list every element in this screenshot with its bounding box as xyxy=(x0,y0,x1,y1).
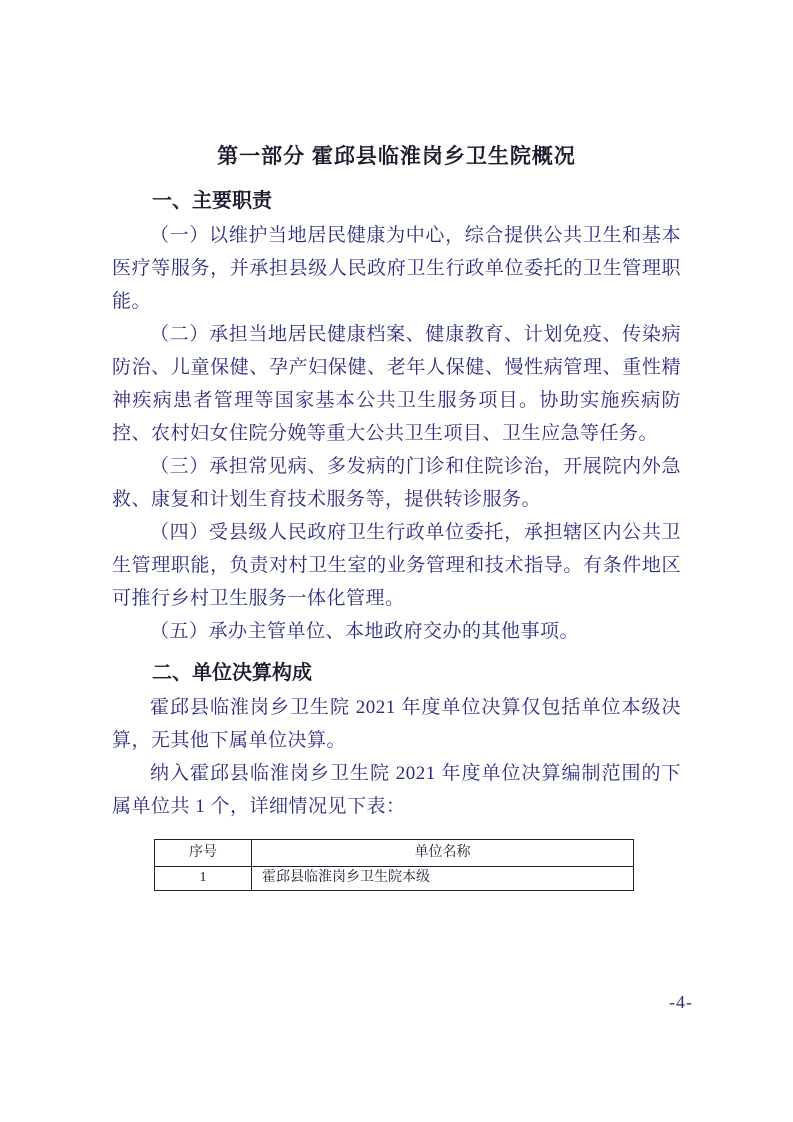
page-title: 第一部分 霍邱县临淮岗乡卫生院概况 xyxy=(217,145,576,168)
table-header-row xyxy=(155,840,634,867)
section-heading-main-duties: 一、主要职责 xyxy=(152,190,272,212)
duty-paragraph-2: （二）承担当地居民健康档案、健康教育、计划免疫、传染病防治、儿童保健、孕产妇保健、老年人保健、慢性病管理、重性精神疾病患者管理等国家基本公共卫生服务项目。协助实施疾病防控、农村妇女住院分娩等重大公共卫生项目、卫生应急等任务。 xyxy=(112,324,681,444)
duty-paragraph-3: （三）承担常见病、多发病的门诊和住院诊治，开展院内外急救、康复和计划生育技术服务等，提供转诊服务。 xyxy=(112,456,681,510)
subunit-table-head xyxy=(155,840,634,867)
duty-paragraph-1: （一）以维护当地居民健康为中心，综合提供公共卫生和基本医疗等服务，并承担县级人民政府卫生行政单位委托的卫生管理职能。 xyxy=(112,225,681,312)
table-row xyxy=(155,867,634,891)
col-header-unit-name: 单位名称 xyxy=(252,840,634,867)
page-number: -4- xyxy=(669,992,693,1012)
col-header-index: 序号 xyxy=(155,840,252,867)
cell-unit-name: 霍邱县临淮岗乡卫生院本级 xyxy=(252,867,634,891)
section-heading-budget-composition: 二、单位决算构成 xyxy=(152,662,312,684)
duty-paragraph-5: （五）承办主管单位、本地政府交办的其他事项。 xyxy=(150,621,580,642)
cell-index: 1 xyxy=(155,867,252,891)
budget-paragraph-2: 纳入霍邱县临淮岗乡卫生院 2021 年度单位决算编制范围的下属单位共 1 个，详细情况见下表： xyxy=(112,763,681,817)
subunit-table-body xyxy=(155,867,634,891)
subunit-table xyxy=(154,839,634,891)
budget-paragraph-1: 霍邱县临淮岗乡卫生院 2021 年度单位决算仅包括单位本级决算，无其他下属单位决算。 xyxy=(112,697,681,751)
duty-paragraph-4: （四）受县级人民政府卫生行政单位委托，承担辖区内公共卫生管理职能，负责对村卫生室的业务管理和技术指导。有条件地区可推行乡村卫生服务一体化管理。 xyxy=(112,522,681,609)
